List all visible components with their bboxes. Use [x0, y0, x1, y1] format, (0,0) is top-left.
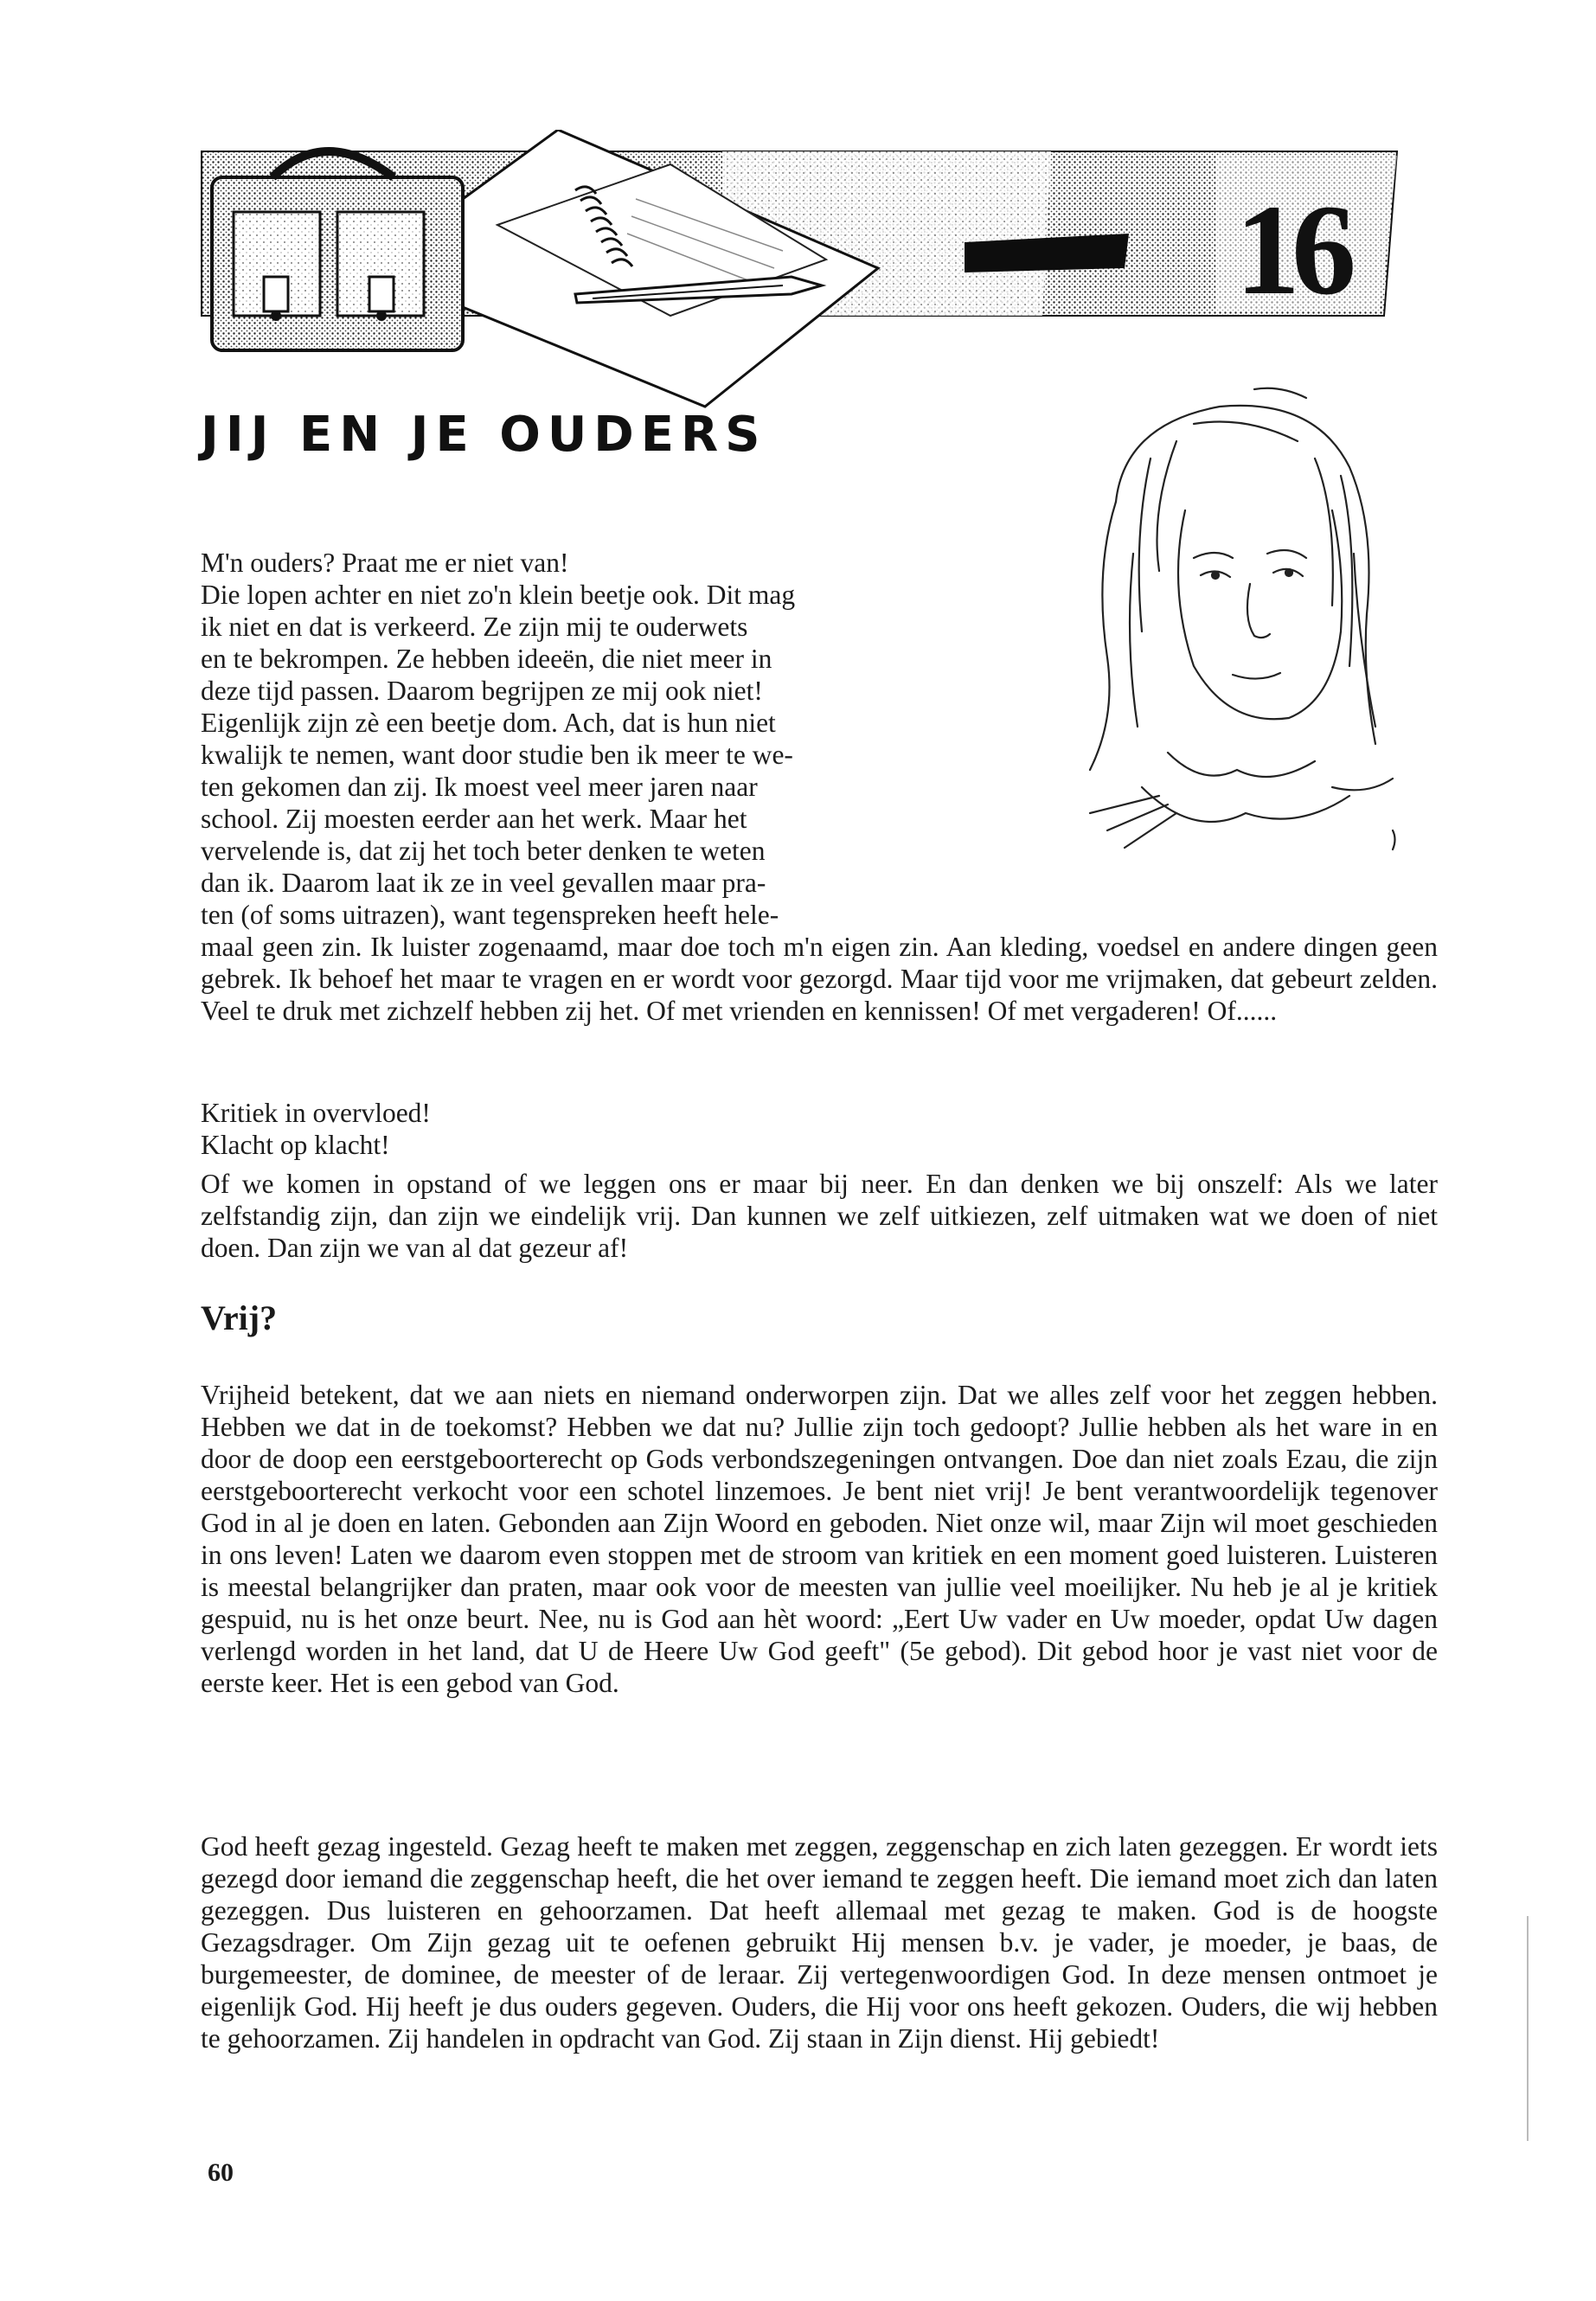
page-number: 60 — [208, 2158, 234, 2187]
girl-portrait-illustration — [1055, 381, 1419, 865]
chapter-number: 16 — [1235, 178, 1348, 322]
intro-line: deze tijd passen. Daarom begrijpen ze mij ook niet! — [201, 676, 763, 706]
intro-wide-paragraph: maal geen zin. Ik luister zogenaamd, maar doe toch m'n eigen zin. Aan kleding, voedsel en andere dingen geen gebrek. Ik behoef het maar te vragen en er wordt voor gezorgd. Maar tijd voor me vrijmaken, dat gebeurt zelden. Veel te druk met zichzelf hebben zij het. Of met vrienden en kennissen! Of met vergaderen! Of...... — [201, 932, 1438, 1026]
complaint-paragraph: Of we komen in opstand of we leggen ons er maar bij neer. En dan denken we bij onszelf: Als we later zelfstandig zijn, dan zijn we eindelijk vrij. Dan kunnen we zelf uitkiezen, zelf uitmaken wat we doen of niet doen. Dan zijn we van al dat gezeur af! — [201, 1169, 1438, 1263]
complaint-line: Kritiek in overvloed! — [201, 1098, 431, 1128]
intro-line: kwalijk te nemen, want door studie ben ik meer te we- — [201, 740, 793, 770]
intro-line: ten (of soms uitrazen), want tegenspreken heeft hele- — [201, 900, 779, 930]
page-title: JIJ EN JE OUDERS — [201, 407, 767, 463]
intro-line: school. Zij moesten eerder aan het werk. Maar het — [201, 804, 747, 834]
satchel-icon — [212, 151, 463, 350]
margin-rule — [1527, 1916, 1529, 2141]
complaint-line: Klacht op klacht! — [201, 1130, 390, 1160]
section-paragraph-1: Vrijheid betekent, dat we aan niets en niemand onderworpen zijn. Dat we alles zelf voor het zeggen hebben. Hebben we dat in de toekomst? Hebben we dat nu? Jullie zijn toch gedoopt? Jullie hebben als het ware in en door de doop een eerstgeboorterecht op Gods verbondszegeningen ontvangen. Doe dan niet zoals Ezau, die zijn eerstgeboorterecht verkocht voor een schotel linzemoes. Je bent niet vrij! Je bent verantwoordelijk tegenover God in al je doen en laten. Gebonden aan Zijn Woord en geboden. Niet onze wil, maar Zijn wil moet geschieden in ons leven! Laten we daarom even stoppen met de stroom van kritiek en een moment goed luisteren. Luisteren is meestal belangrijker dan praten, maar ook voor de meesten van jullie veel moeilijker. Nu heb je al je kritiek gespuid, nu is het onze beurt. Nee, nu is God aan hèt woord: „Eert Uw vader en Uw moeder, opdat Uw dagen verlengd worden in het land, dat U de Heere Uw God geeft" (5e gebod). Dit gebod hoor je vast niet voor de eerste keer. Het is een gebod van God. — [201, 1380, 1438, 1698]
section-heading: Vrij? — [201, 1298, 278, 1337]
intro-line: Die lopen achter en niet zo'n klein beetje ook. Dit mag — [201, 580, 796, 610]
intro-line: en te bekrompen. Ze hebben ideeën, die niet meer in — [201, 644, 772, 674]
intro-line: ten gekomen dan zij. Ik moest veel meer jaren naar — [201, 772, 758, 802]
intro-narrow-text — [201, 547, 997, 931]
intro-line: ik niet en dat is verkeerd. Ze zijn mij te ouderwets — [201, 612, 748, 642]
complaint-block — [201, 1097, 1438, 1161]
intro-line: dan ik. Daarom laat ik ze in veel gevallen maar pra- — [201, 868, 766, 898]
section-paragraph-2: God heeft gezag ingesteld. Gezag heeft te maken met zeggen, zeggenschap en zich laten gezeggen. Er wordt iets gezegd door iemand die zeggenschap heeft, die het over iemand te zeggen heeft. Die iemand moet zich dan laten gezeggen. Dus luisteren en gehoorzamen. Dat heeft allemaal met gezag te maken. God is de hoogste Gezagsdrager. Om Zijn gezag uit te oefenen gebruikt Hij mensen b.v. je vader, je moeder, je baas, de burgemeester, de dominee, de meester of de leraar. Zij vertegenwoordigen God. In deze mensen ontmoet je eigenlijk God. Hij heeft je dus ouders gegeven. Ouders, die Hij voor ons heeft gekozen. Ouders, die wij hebben te gehoorzamen. Zij handelen in opdracht van God. Zij staan in Zijn dienst. Hij gebiedt! — [201, 1831, 1438, 2054]
intro-line: vervelende is, dat zij het toch beter denken te weten — [201, 836, 766, 866]
intro-line: M'n ouders? Praat me er niet van! — [201, 548, 569, 578]
intro-line: Eigenlijk zijn zè een beetje dom. Ach, dat is hun niet — [201, 708, 776, 738]
